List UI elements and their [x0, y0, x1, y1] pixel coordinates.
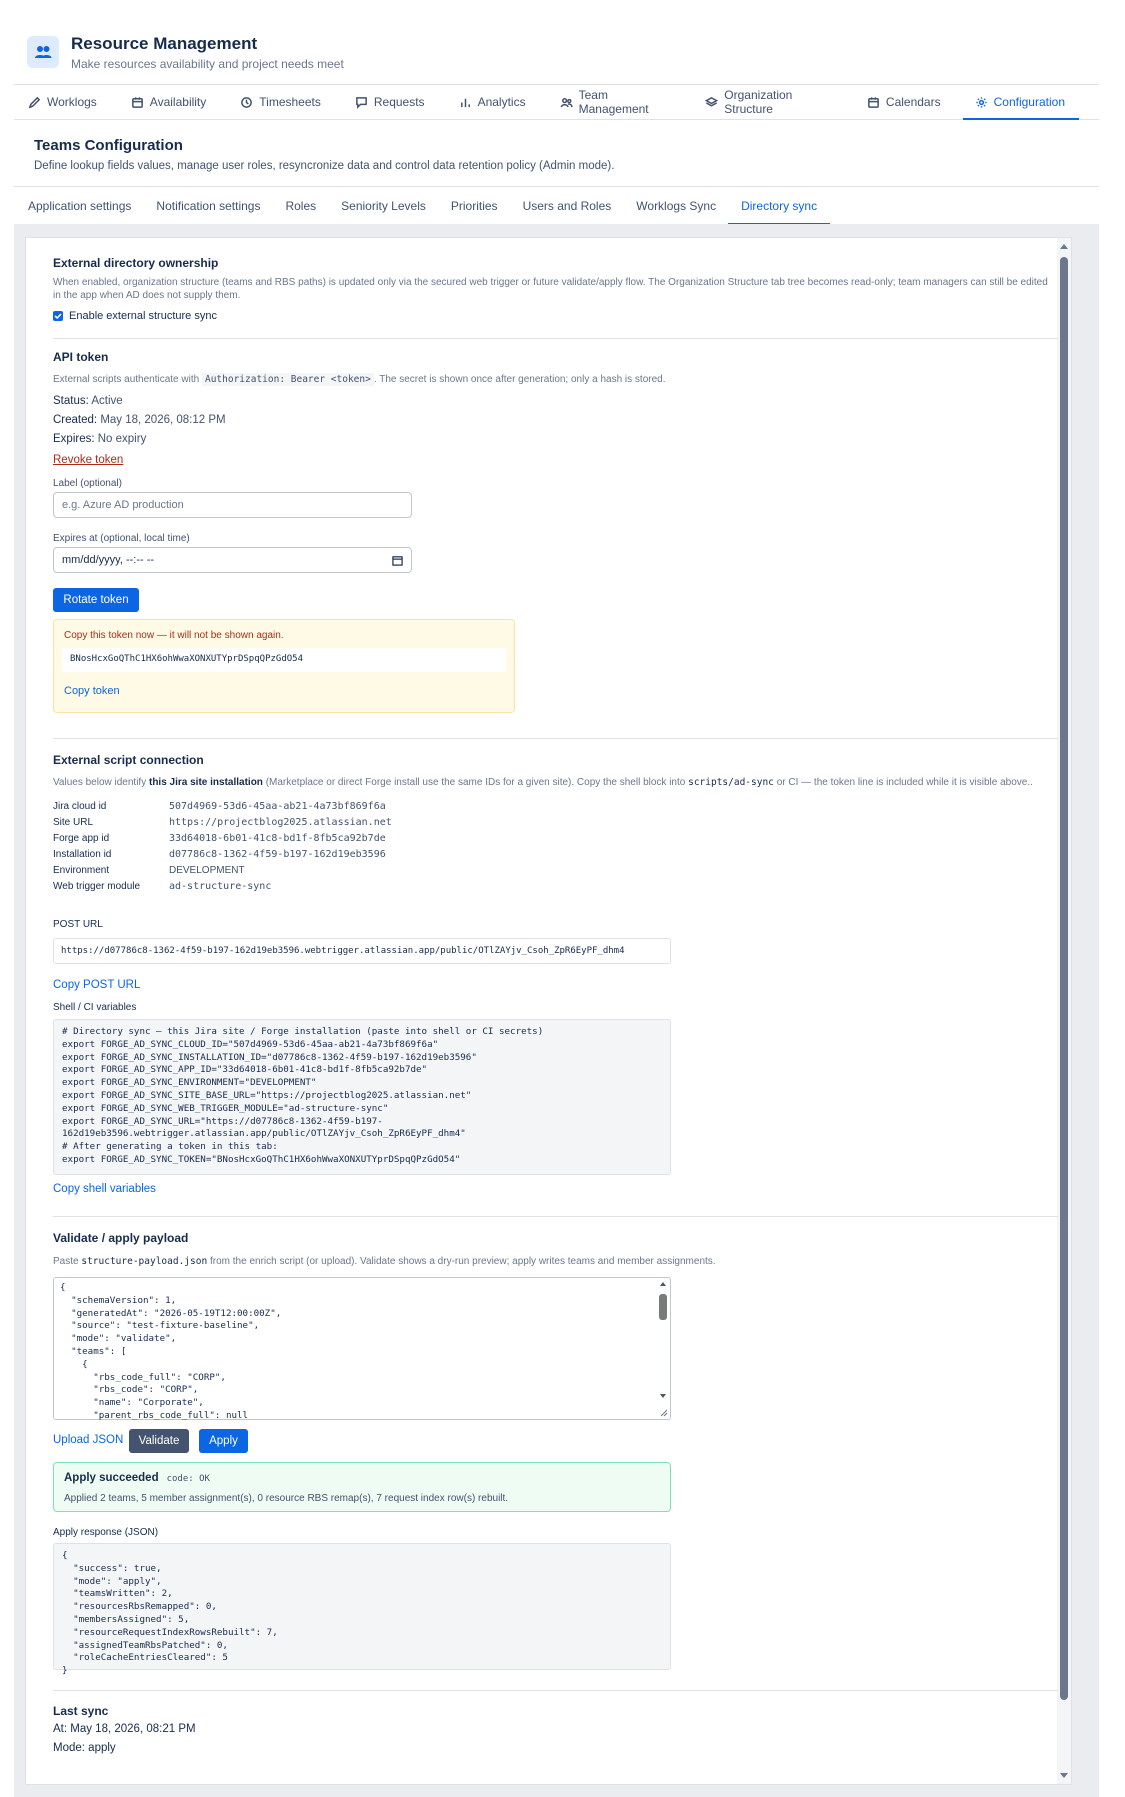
apply-button[interactable]: Apply — [199, 1429, 248, 1453]
api-token-help: External scripts authenticate with Authorization: Bearer <token> . The secret is shown once after generation; only a hash is stored. — [53, 374, 666, 385]
script-connection-help: Values below identify this Jira site installation (Marketplace or direct Forge install use the same IDs for a given site). Copy the shell block into scripts/ad-sync or CI — the token line is included while it is visible above.. — [53, 777, 1033, 788]
token-expires: Expires: No expiry — [53, 433, 147, 445]
label-field-label: Label (optional) — [53, 478, 122, 489]
token-value[interactable]: BNosHcxGoQThC1HX6ohWwaXONXUTYprDSpqQPzGdO54 — [62, 648, 506, 672]
scroll-up-arrow-icon[interactable] — [1060, 244, 1068, 249]
token-created: Created: May 18, 2026, 08:12 PM — [53, 414, 226, 426]
kv-row: Jira cloud id 507d4969-53d6-45aa-ab21-4a73bf869f6a — [53, 800, 386, 812]
scroll-down-arrow-icon[interactable] — [660, 1394, 666, 1398]
copy-post-url-link[interactable]: Copy POST URL — [53, 979, 141, 991]
tab-organization-structure[interactable]: Organization Structure — [705, 85, 845, 119]
subtab-worklogs-sync[interactable]: Worklogs Sync — [636, 198, 717, 213]
app-subtitle: Make resources availability and project needs meet — [71, 56, 344, 71]
script-connection-title: External script connection — [53, 753, 204, 767]
calendar-icon[interactable] — [392, 555, 403, 566]
clock-icon — [240, 96, 253, 109]
scroll-up-arrow-icon[interactable] — [660, 1282, 666, 1286]
subtab-roles[interactable]: Roles — [285, 198, 317, 213]
sub-tabs — [14, 186, 1099, 224]
expires-field-label: Expires at (optional, local time) — [53, 533, 190, 544]
scrollbar[interactable] — [1057, 238, 1071, 1784]
validate-title: Validate / apply payload — [53, 1231, 189, 1245]
token-warning-text: Copy this token now — it will not be shown again. — [64, 630, 284, 641]
tab-team-management[interactable]: Team Management — [560, 85, 684, 119]
calendar-icon — [867, 96, 880, 109]
pencil-icon — [28, 96, 41, 109]
apply-response-block[interactable]: { "success": true, "mode": "apply", "teamsWritten": 2, "resourcesRbsRemapped": 0, "membersAssigned": 5, "resourceRequestIndexRowsRebuilt": 7, "assignedTeamRbsPatched": 0, "roleCacheEntriesCleared": 5 } — [53, 1543, 671, 1670]
kv-row: Environment DEVELOPMENT — [53, 864, 245, 876]
shell-label: Shell / CI variables — [53, 1002, 137, 1013]
copy-shell-variables-link[interactable]: Copy shell variables — [53, 1183, 156, 1195]
divider — [53, 1216, 1058, 1217]
shell-variables-block[interactable]: # Directory sync — this Jira site / Forge installation (paste into shell or CI secrets) export FORGE_AD_SYNC_CLOUD_ID="507d4969-53d6-45aa-ab21-4a73bf869f6a" export FORGE_AD_SYNC_INSTALLATION_ID="d07786c8-1362-4f59-b197-162d19eb3596" export FORGE_AD_SYNC_APP_ID="33d64018-6b01-41c8-bd1f-8fb5ca92b7de" export FORGE_AD_SYNC_ENVIRONMENT="DEVELOPMENT" export FORGE_AD_SYNC_SITE_BASE_URL="https://projectblog2025.atlassian.net" export FORGE_AD_SYNC_WEB_TRIGGER_MODULE="ad-structure-sync" export FORGE_AD_SYNC_URL="https://d07786c8-1362-4f59-b197- 162d19eb3596.webtrigger.atlassian.app/public/OTlZAYjv_Csoh_ZpR6EyPF_dhm4" # After generating a token in this tab: export FORGE_AD_SYNC_TOKEN="BNosHcxGoQThC1HX6ohWwaXONXUTYprDSpqQPzGdO54" — [53, 1019, 671, 1175]
response-label: Apply response (JSON) — [53, 1527, 159, 1538]
api-token-title: API token — [53, 350, 109, 364]
enable-sync-checkbox[interactable] — [53, 311, 63, 321]
post-url-label: POST URL — [53, 919, 103, 930]
last-sync-at: At: May 18, 2026, 08:21 PM — [53, 1723, 196, 1735]
people-icon — [27, 36, 59, 68]
validate-button[interactable]: Validate — [129, 1429, 189, 1453]
auth-header-code: Authorization: Bearer <token> — [202, 373, 374, 386]
divider — [53, 1690, 1058, 1691]
main-tabs — [14, 84, 1099, 120]
section-description: Define lookup fields values, manage user roles, resyncronize data and control data retention policy (Admin mode). — [34, 160, 615, 172]
gear-icon — [975, 96, 988, 109]
enable-sync-row — [53, 310, 217, 322]
textarea-scrollbar[interactable] — [658, 1280, 668, 1416]
textarea-scroll-thumb[interactable] — [659, 1294, 667, 1320]
result-message: Applied 2 teams, 5 member assignment(s), 0 resource RBS remap(s), 7 request index row(s) rebuilt. — [64, 1493, 509, 1504]
result-title: Apply succeeded — [64, 1472, 159, 1484]
copy-token-link[interactable]: Copy token — [64, 685, 120, 697]
token-label-input[interactable]: e.g. Azure AD production — [53, 492, 412, 518]
ownership-title: External directory ownership — [53, 256, 219, 270]
resize-handle-icon[interactable] — [660, 1409, 668, 1417]
last-sync-mode: Mode: apply — [53, 1742, 116, 1754]
divider — [53, 738, 1058, 739]
ownership-help: When enabled, organization structure (teams and RBS paths) is updated only via the secured web trigger or future validate/apply flow. The Organization Structure tab tree becomes read-only; team managers can still be edited in the app when AD does not supply them. — [53, 277, 1048, 301]
section-title: Teams Configuration — [34, 137, 183, 154]
app-header — [27, 30, 344, 74]
tab-configuration[interactable]: Configuration — [975, 85, 1077, 119]
tab-analytics[interactable]: Analytics — [459, 85, 538, 119]
calendar-icon — [131, 96, 144, 109]
payload-textarea[interactable] — [53, 1277, 671, 1420]
new-token-warning — [53, 619, 515, 713]
last-sync-title: Last sync — [53, 1704, 109, 1718]
directory-sync-panel — [25, 237, 1072, 1785]
tab-timesheets[interactable]: Timesheets — [240, 85, 333, 119]
comment-icon — [355, 96, 368, 109]
kv-row: Web trigger module ad-structure-sync — [53, 880, 272, 892]
scroll-down-arrow-icon[interactable] — [1060, 1773, 1068, 1778]
result-code: code: OK — [166, 1474, 210, 1484]
layers-icon — [705, 96, 718, 109]
app-title: Resource Management — [71, 33, 258, 53]
enable-sync-label: Enable external structure sync — [69, 310, 217, 322]
tab-worklogs[interactable]: Worklogs — [28, 85, 109, 119]
token-status: Status: Active — [53, 395, 123, 407]
subtab-priorities[interactable]: Priorities — [450, 198, 498, 213]
connection-values — [53, 798, 653, 894]
tab-availability[interactable]: Availability — [131, 85, 218, 119]
kv-row: Installation id d07786c8-1362-4f59-b197-162d19eb3596 — [53, 848, 386, 860]
subtab-application-settings[interactable]: Application settings — [28, 198, 132, 213]
revoke-token-link[interactable]: Revoke token — [53, 454, 124, 466]
subtab-users-and-roles[interactable]: Users and Roles — [522, 198, 612, 213]
payload-text: { "schemaVersion": 1, "generatedAt": "2026-05-19T12:00:00Z", "source": "test-fixture-baseline", "mode": "validate", "teams": [ { "rbs_code_full": "CORP", "rbs_code": "CORP", "name": "Corporate", "parent_rbs_code_full": null — [60, 1282, 282, 1421]
divider — [53, 338, 1058, 339]
token-expires-input[interactable]: mm/dd/yyyy, --:-- -- — [53, 547, 412, 573]
kv-row: Forge app id 33d64018-6b01-41c8-bd1f-8fb5ca92b7de — [53, 832, 386, 844]
people-icon — [560, 96, 573, 109]
rotate-token-button[interactable]: Rotate token — [53, 588, 139, 612]
upload-json-link[interactable]: Upload JSON — [53, 1434, 124, 1446]
result-heading — [64, 1472, 210, 1484]
subtab-directory-sync[interactable]: Directory sync — [741, 187, 817, 225]
kv-row: Site URL https://projectblog2025.atlassian.net — [53, 816, 392, 828]
apply-result-banner — [53, 1462, 671, 1512]
tab-requests[interactable]: Requests — [355, 85, 437, 119]
subtab-seniority-levels[interactable]: Seniority Levels — [341, 198, 426, 213]
scroll-thumb[interactable] — [1060, 257, 1068, 1700]
tab-calendars[interactable]: Calendars — [867, 85, 953, 119]
post-url-value[interactable]: https://d07786c8-1362-4f59-b197-162d19eb3596.webtrigger.atlassian.app/public/OTlZAYjv_Csoh_ZpR6EyPF_dhm4 — [53, 938, 671, 964]
validate-help: Paste structure-payload.json from the enrich script (or upload). Validate shows a dry-run preview; apply writes teams and member assignments. — [53, 1256, 716, 1267]
bar-chart-icon — [459, 96, 472, 109]
subtab-notification-settings[interactable]: Notification settings — [156, 198, 261, 213]
